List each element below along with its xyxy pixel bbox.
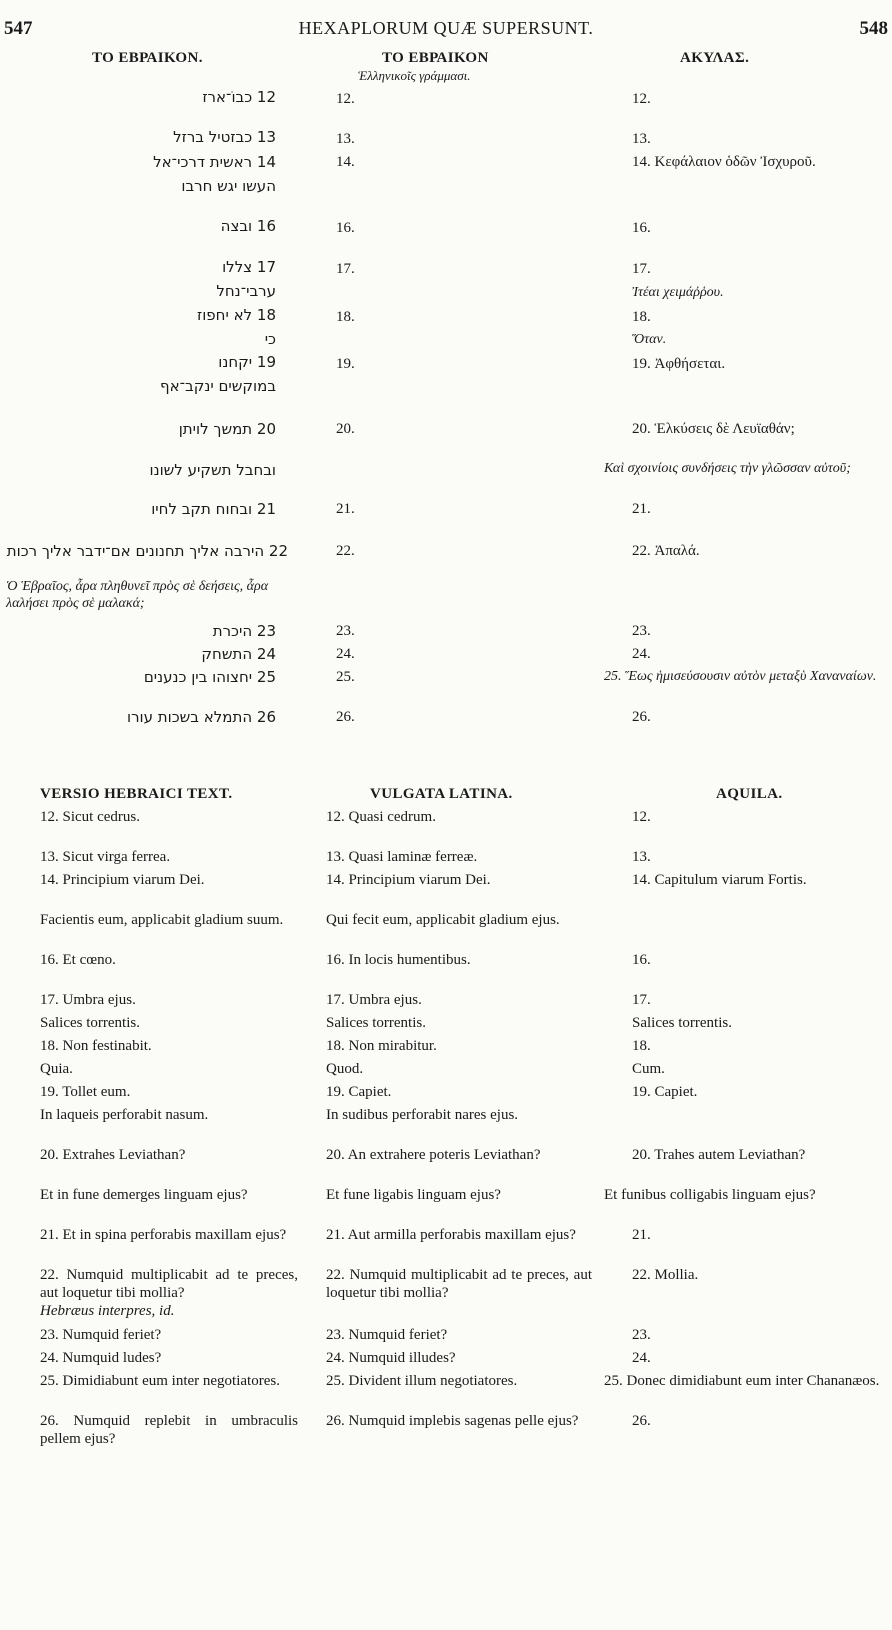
versio-line: 26. Numquid replebit in umbraculis pellem ejus? bbox=[40, 1413, 298, 1447]
versio-line: Facientis eum, applicabit gladium suum. bbox=[40, 912, 284, 928]
versio-line: 25. Dimidiabunt eum inter negotiatores. bbox=[40, 1373, 280, 1389]
hebrew-line: 14 ראשית דרכי־אל bbox=[153, 153, 276, 171]
aquila-latin-line: 17. bbox=[632, 992, 651, 1008]
aquila-latin-line: 24. bbox=[632, 1350, 651, 1366]
vulgata-line: 13. Quasi laminæ ferreæ. bbox=[326, 849, 478, 865]
hebrew-line: במוקשים ינקב־אף bbox=[159, 377, 276, 395]
vulgata-line: Qui fecit eum, applicabit gladium ejus. bbox=[326, 912, 560, 928]
translit-number: 23. bbox=[336, 623, 355, 639]
translit-number: 22. bbox=[336, 543, 355, 559]
aquila-latin-line: Salices torrentis. bbox=[632, 1015, 732, 1031]
hebrew-line: 23 היכרת bbox=[212, 622, 276, 640]
hebrew-line: 25 יחצוהו בין כנענים bbox=[143, 668, 276, 686]
versio-line: 20. Extrahes Leviathan? bbox=[40, 1147, 186, 1163]
vulgata-line: 24. Numquid illudes? bbox=[326, 1350, 456, 1366]
header-versio: VERSIO HEBRAICI TEXT. bbox=[40, 786, 233, 802]
translit-number: 25. bbox=[336, 669, 355, 685]
versio-line: Quia. bbox=[40, 1061, 73, 1077]
aquila-greek-line: Ὅταν. bbox=[632, 332, 667, 347]
versio-line: 24. Numquid ludes? bbox=[40, 1350, 162, 1366]
vulgata-line: 23. Numquid feriet? bbox=[326, 1327, 448, 1343]
versio-line: 22. Numquid multiplicabit ad te preces, aut loquetur tibi mollia? bbox=[40, 1267, 298, 1301]
versio-line: 16. Et cœno. bbox=[40, 952, 116, 968]
vulgata-line: 25. Divident illum negotiatores. bbox=[326, 1373, 518, 1389]
vulgata-line: 21. Aut armilla perforabis maxillam ejus? bbox=[326, 1227, 576, 1243]
hebrew-line: 21 ובחוח תקב לחיו bbox=[151, 500, 276, 518]
aquila-greek-line: 12. bbox=[632, 91, 651, 107]
versio-note: Hebræus interpres, id. bbox=[40, 1303, 175, 1319]
hebrew-line: ובחבל תשקיע לשונו bbox=[149, 461, 276, 479]
hebrew-line: 12 כבוֹ־ארז bbox=[202, 88, 276, 106]
translit-number: 26. bbox=[336, 709, 355, 725]
hebrew-line: 22 הירבה אליך תחנונים אם־ידבר אליך רכות bbox=[6, 542, 288, 560]
versio-line: Et in fune demerges linguam ejus? bbox=[40, 1187, 248, 1203]
versio-line: 17. Umbra ejus. bbox=[40, 992, 136, 1008]
translit-number: 21. bbox=[336, 501, 355, 517]
aquila-latin-line: 12. bbox=[632, 809, 651, 825]
versio-line: Salices torrentis. bbox=[40, 1015, 140, 1031]
vulgata-line: 26. Numquid implebis sagenas pelle ejus? bbox=[326, 1413, 579, 1429]
aquila-greek-line: 22. Ἁπαλά. bbox=[632, 543, 700, 559]
aquila-latin-line: 16. bbox=[632, 952, 651, 968]
hebrew-line: העשו יגש חרבו bbox=[181, 177, 276, 195]
aquila-greek-line: 26. bbox=[632, 709, 651, 725]
aquila-greek-line: 14. Κεφάλαιον ὁδῶν Ἰσχυροῦ. bbox=[632, 154, 816, 170]
vulgata-line: 16. In locis humentibus. bbox=[326, 952, 471, 968]
vulgata-line: 22. Numquid multiplicabit ad te preces, aut loquetur tibi mollia? bbox=[326, 1267, 592, 1301]
header-aquila-latin: AQUILA. bbox=[716, 786, 783, 802]
vulgata-line: Salices torrentis. bbox=[326, 1015, 426, 1031]
aquila-greek-line: 24. bbox=[632, 646, 651, 662]
aquila-latin-line: 20. Trahes autem Leviathan? bbox=[632, 1147, 806, 1163]
translit-number: 13. bbox=[336, 131, 355, 147]
vulgata-line: Et fune ligabis linguam ejus? bbox=[326, 1187, 501, 1203]
aquila-greek-line: 21. bbox=[632, 501, 651, 517]
aquila-greek-line: 23. bbox=[632, 623, 651, 639]
vulgata-line: 19. Capiet. bbox=[326, 1084, 392, 1100]
translit-number: 14. bbox=[336, 154, 355, 170]
vulgata-line: Quod. bbox=[326, 1061, 364, 1077]
aquila-latin-line: 19. Capiet. bbox=[632, 1084, 698, 1100]
aquila-latin-line: 13. bbox=[632, 849, 651, 865]
translit-number: 17. bbox=[336, 261, 355, 277]
versio-line: 23. Numquid feriet? bbox=[40, 1327, 162, 1343]
aquila-greek-line: 16. bbox=[632, 220, 651, 236]
vulgata-line: In sudibus perforabit nares ejus. bbox=[326, 1107, 519, 1123]
running-title: HEXAPLORUM QUÆ SUPERSUNT. bbox=[298, 18, 594, 38]
hebrew-line: 17 צללו bbox=[222, 258, 276, 276]
aquila-greek-line: 18. bbox=[632, 309, 651, 325]
header-aquila-greek: ΑΚΥΛΑΣ. bbox=[680, 50, 750, 66]
hebrew-line: 26 התמלא בשכות עורו bbox=[126, 708, 276, 726]
translit-number: 12. bbox=[336, 91, 355, 107]
aquila-latin-line: 18. bbox=[632, 1038, 651, 1054]
aquila-greek-line: Καὶ σχοινίοις συνδήσεις τὴν γλῶσσαν αὐτοῦ; bbox=[604, 461, 851, 476]
vulgata-line: 20. An extrahere poteris Leviathan? bbox=[326, 1147, 541, 1163]
versio-line: In laqueis perforabit nasum. bbox=[40, 1107, 209, 1123]
header-transliteration-subtitle: Ἑλληνικοῖς γράμμασι. bbox=[358, 68, 471, 83]
versio-line: 12. Sicut cedrus. bbox=[40, 809, 140, 825]
aquila-latin-line: Cum. bbox=[632, 1061, 665, 1077]
versio-line: 14. Principium viarum Dei. bbox=[40, 872, 205, 888]
vulgata-line: 17. Umbra ejus. bbox=[326, 992, 422, 1008]
aquila-greek-line: 20. Ἑλκύσεις δὲ Λευϊαθάν; bbox=[632, 421, 795, 437]
header-transliteration: ΤΟ ΕΒΡΑΙΚΟΝ bbox=[382, 50, 489, 66]
aquila-greek-line: 17. bbox=[632, 261, 651, 277]
versio-line: 19. Tollet eum. bbox=[40, 1084, 131, 1100]
hebrew-greek-note: Ὁ Ἑβραῖος, ἆρα πληθυνεῖ πρὸς σὲ δεήσεις, ἆρα λαλήσει πρὸς σὲ μαλακά; bbox=[6, 579, 269, 611]
vulgata-line: 18. Non mirabitur. bbox=[326, 1038, 437, 1054]
running-head bbox=[0, 18, 892, 42]
hebrew-line: כי bbox=[264, 330, 276, 348]
aquila-greek-line: Ἰτέαι χειμάῤῥου. bbox=[632, 285, 724, 300]
hebrew-line: 18 לא יחפוז bbox=[197, 306, 276, 324]
hebrew-line: 19 יקחנו bbox=[218, 353, 276, 371]
translit-number: 24. bbox=[336, 646, 355, 662]
aquila-latin-line: Et funibus colligabis linguam ejus? bbox=[604, 1187, 816, 1203]
header-hebrew: ΤΟ ΕΒΡΑΙΚΟΝ. bbox=[92, 50, 203, 66]
translit-number: 20. bbox=[336, 421, 355, 437]
versio-line: 13. Sicut virga ferrea. bbox=[40, 849, 171, 865]
aquila-latin-line: 22. Mollia. bbox=[632, 1267, 699, 1283]
aquila-latin-line: 25. Donec dimidiabunt eum inter Chananæos. bbox=[604, 1373, 880, 1389]
aquila-latin-line: 14. Capitulum viarum Fortis. bbox=[632, 872, 807, 888]
aquila-latin-line: 23. bbox=[632, 1327, 651, 1343]
translit-number: 18. bbox=[336, 309, 355, 325]
versio-line: 18. Non festinabit. bbox=[40, 1038, 152, 1054]
aquila-latin-line: 26. bbox=[632, 1413, 651, 1429]
page-number-right: 548 bbox=[859, 18, 888, 39]
hebrew-line: 16 ובצה bbox=[220, 217, 276, 235]
versio-line: 21. Et in spina perforabis maxillam ejus? bbox=[40, 1227, 287, 1243]
aquila-greek-line: 13. bbox=[632, 131, 651, 147]
aquila-latin-line: 21. bbox=[632, 1227, 651, 1243]
translit-number: 16. bbox=[336, 220, 355, 236]
aquila-greek-line: 25. Ἕως ἡμισεύσουσιν αὐτὸν μεταξὺ Χαναναίων. bbox=[604, 669, 877, 684]
hebrew-line: 20 תמשך לויתן bbox=[178, 420, 276, 438]
header-vulgata: VULGATA LATINA. bbox=[370, 786, 513, 802]
hebrew-line: 13 כבזטיל ברזל bbox=[173, 128, 276, 146]
hebrew-line: 24 התשחק bbox=[201, 645, 276, 663]
vulgata-line: 14. Principium viarum Dei. bbox=[326, 872, 491, 888]
hebrew-line: ערבי־נחל bbox=[216, 282, 276, 300]
page-number-left: 547 bbox=[4, 18, 33, 39]
vulgata-line: 12. Quasi cedrum. bbox=[326, 809, 436, 825]
translit-number: 19. bbox=[336, 356, 355, 372]
aquila-greek-line: 19. Ἀφθήσεται. bbox=[632, 356, 726, 372]
